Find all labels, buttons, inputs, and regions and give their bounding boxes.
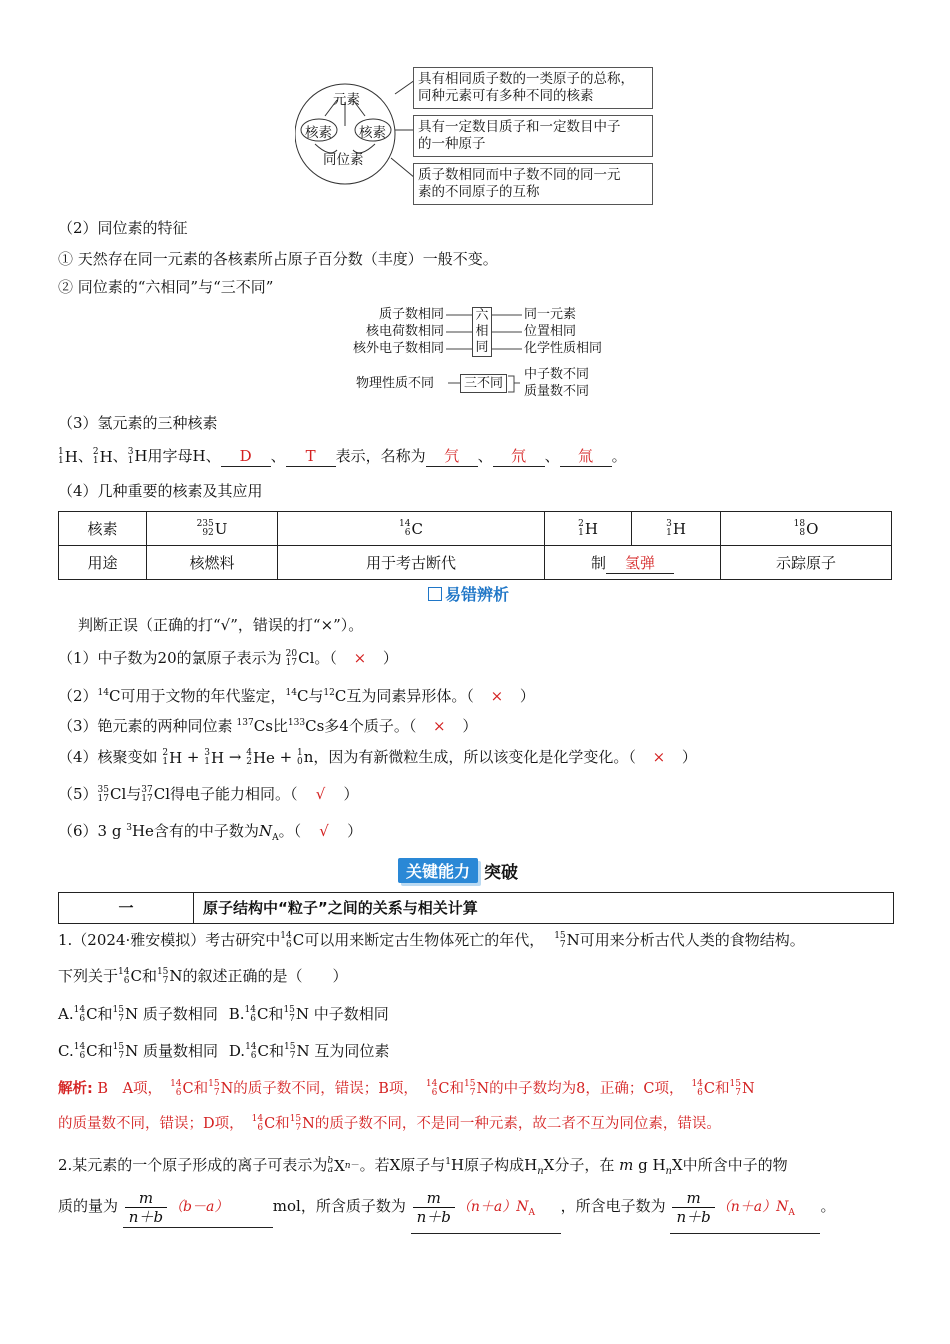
blank-tritium-symbol: T	[286, 446, 336, 467]
s2-p2: ② 同位素的“六相同”与“三不同”	[58, 278, 274, 296]
s3-line: 1 1 H、 2 1 H、 3 1 H用字母H、 D 、 T 表示，名称为 氕 、 氘 、 氚 。	[58, 447, 627, 466]
concept-box-isotope: 质子数相同而中子数不同的同一元 素的不同原子的互称	[413, 163, 653, 205]
blank-protium-name: 氕	[426, 446, 478, 467]
judge-item-2: $(2)^{14}C$可用于文物的年代鉴定，$^{14}$C与$^{12}$C互为同素异形体。（ × ）	[58, 687, 535, 705]
judge-item-6: （6）3 g $^3$He含有的中子数为$N_A$。（ √ ）	[58, 822, 363, 843]
judge-intro: 判断正误（正确的打“√”，错误的打“×”）。	[78, 616, 364, 634]
judge-item-4: （4）核聚变如 2 1 H + 3 1 H → 4 2 He + 1 0 n，因为有新微粒生成，所以该变化是化学变化。（ × ）	[58, 748, 697, 767]
checkbox-icon	[428, 587, 442, 601]
judge-mark-6: √	[319, 822, 329, 840]
concept-element: 元素	[333, 92, 360, 108]
judge-item-1: （1）中子数为20的氯原子表示为 20 17 Cl。（ × ）	[58, 649, 398, 668]
six-three-diagram: 质子数相同 核电荷数相同 核外电子数相同 六 相 同 同一元素 位置相同 化学性质相同 物理性质不同 三不同 中子数不同 质量数不同	[330, 306, 630, 402]
concept-nuclide-left: 核素	[305, 125, 332, 141]
q1-line2: 下列关于 14 6 C和 15 7 N的叙述正确的是（ ）	[58, 967, 348, 986]
q1-line1: 1.（2024·雅安模拟）考古研究中 14 6 C可以用来断定古生物体死亡的年代， 15 7 N可用来分析古代人类的食物结构。	[58, 931, 805, 950]
judge-mark-2: ×	[490, 687, 504, 705]
judge-mark-4: ×	[652, 748, 666, 766]
s2-p1: ① 天然存在同一元素的各核素所占原子百分数（丰度）一般不变。	[58, 250, 498, 268]
q2-line1: 2.某元素的一个原子形成的离子可表示为 b a X n－ 。若X原子与$^1$H原子构成$H_nX$分子，在 m g $H_nX$中所含中子的物	[58, 1156, 788, 1177]
blank-tritium-name: 氚	[560, 446, 612, 467]
concept-box-nuclide: 具有一定数目质子和一定数目中子 的一种原子	[413, 115, 653, 157]
table-row: 核素 235 92 U 14 6 C 2 1 H 3 1 H 18 8 O	[59, 512, 892, 546]
concept-box-element: 具有相同质子数的一类原子的总称， 同种元素可有多种不同的核素	[413, 67, 653, 109]
blank-neutron-moles: $\frac{m}{n+b}$ （b－a）	[123, 1186, 273, 1228]
judge-item-3: （3）铯元素的两种同位素 $^{137}$Cs比$^{133}$Cs多4个质子。（ × ）	[58, 717, 478, 735]
q1-options-cd	[58, 1041, 389, 1061]
s2-title: （2）同位素的特征	[58, 219, 188, 237]
section-bar: 一 原子结构中“粒子”之间的关系与相关计算	[58, 892, 894, 924]
table-row: 用途 核燃料 用于考古断代 制 氢弹 示踪原子	[59, 546, 892, 580]
judge-mark-5: √	[315, 785, 326, 803]
q1-answer-line2: 的质量数不同，错误；D项， 14 6 C和 15 7 N的质子数不同，不是同一种元素，故二者不互为同位素，错误。	[58, 1114, 721, 1133]
q1-options-ab	[58, 1004, 389, 1024]
s3-title: （3）氢元素的三种核素	[58, 414, 218, 432]
s4-title: （4）几种重要的核素及其应用	[58, 482, 263, 500]
blank-deuterium-name: 氘	[493, 446, 545, 467]
blank-hbomb: 氢弹	[606, 552, 674, 574]
option-d[interactable]: D. 14 6 C和 15 7 N 互为同位素	[228, 1042, 390, 1061]
concept-isotope: 同位素	[323, 152, 364, 168]
blank-electron-count: $\frac{m}{n+b}$ $(n+a)N_A$	[670, 1186, 820, 1234]
judge-item-5: （5） 35 17 Cl与 37 17 Cl得电子能力相同。（ √ ）	[58, 785, 359, 804]
blank-deuterium-symbol: D	[221, 446, 271, 467]
three-diff-box: 三不同	[460, 374, 507, 393]
key-ability-banner: 关键能力 突破	[398, 857, 518, 883]
option-b[interactable]: B. 14 6 C和 15 7 N 中子数相同	[228, 1005, 389, 1024]
six-same-box: 六 相 同	[472, 307, 492, 357]
concept-nuclide-right: 核素	[359, 125, 386, 141]
option-c[interactable]: C. 14 6 C和 15 7 N 质量数相同	[58, 1042, 219, 1061]
judge-mark-1: ×	[353, 649, 367, 667]
judge-mark-3: ×	[433, 717, 446, 735]
q1-answer-line1: 解析: B A项， 14 6 C和 15 7 N的质子数不同，错误；B项， 14 6 C和 15 7 N的中子数均为8，正确；C项， 14 6 C和 15 7 N	[58, 1079, 755, 1098]
q2-line2: 质的量为 $\frac{m}{n+b}$ （b－a） mol，所含质子数为 $\frac{m}{n+b}$ $(n+a)N_A$ ，所含电子数为 $\frac{m}{n+b}$ $(n+a)N_A$ 。	[58, 1186, 835, 1234]
nuclide-table	[58, 511, 892, 580]
option-a[interactable]: A. 14 6 C和 15 7 N 质子数相同	[58, 1005, 218, 1024]
mistake-heading: 易错辨析	[428, 585, 509, 605]
blank-proton-count: $\frac{m}{n+b}$ $(n+a)N_A$	[411, 1186, 561, 1234]
